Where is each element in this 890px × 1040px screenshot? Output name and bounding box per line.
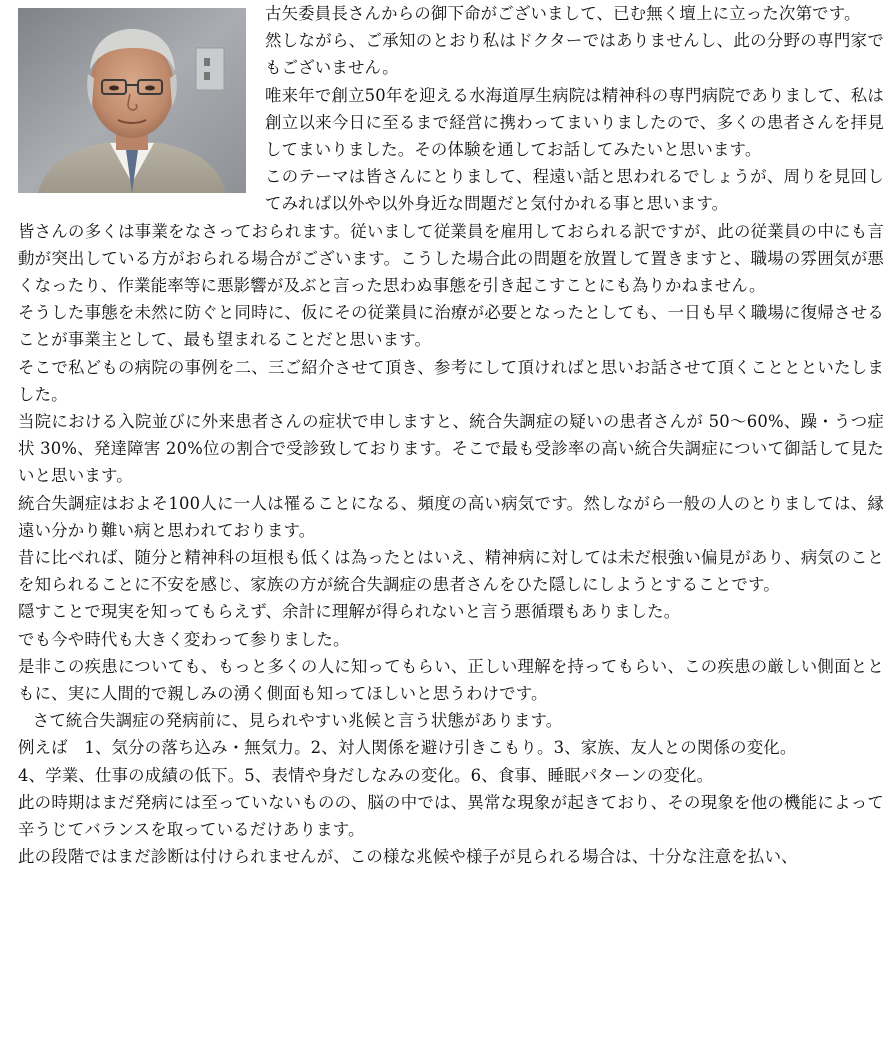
paragraph-13: 是非この疾患についても、もっと多くの人に知ってもらい、正しい理解を持ってもらい、この疾患の厳しい側面とともに、実に人間的で親しみの湧く側面も知ってほしいと思うわけです。	[18, 656, 884, 704]
paragraph-3: 唯来年で創立50年を迎える水海道厚生病院は精神科の専門病院でありまして、私は創立以来今日に至るまで経営に携わってまいりましたので、多くの患者さんを拝見してまいりました。その体験を通してお話してみたいと思います。	[265, 85, 884, 160]
paragraph-12: でも今や時代も大きく変わって参りました。	[18, 629, 350, 649]
paragraph-15: 例えば 1、気分の落ち込み・無気力。2、対人関係を避け引きこもり。3、家族、友人との関係の変化。	[18, 738, 797, 758]
paragraph-9: 統合失調症はおよそ100人に一人は罹ることになる、頻度の高い病気です。然しながら一般の人のとりましては、縁遠い分かり難い病と思われております。	[18, 493, 884, 540]
paragraph-4: このテーマは皆さんにとりまして、程遠い話と思われるでしょうが、周りを見回してみれば以外や以外身近な問題だと気付かれる事と思います。	[265, 167, 884, 214]
paragraph-16: 4、学業、仕事の成績の低下。5、表情や身だしなみの変化。6、食事、睡眠パターンの変化。	[18, 765, 714, 785]
paragraph-7: そこで私どもの病院の事例を二、三ご紹介させて頂き、参考にして頂ければと思いお話させて頂くこととといたしました。	[18, 357, 884, 404]
paragraph-14: さて統合失調症の発病前に、見られやすい兆候と言う状態があります。	[32, 711, 563, 731]
paragraph-17: 此の時期はまだ発病には至っていないものの、脳の中では、異常な現象が起きており、その現象を他の機能によって辛うじてバランスを取っているだけあります。	[18, 792, 884, 840]
paragraph-6: そうした事態を未然に防ぐと同時に、仮にその従業員に治療が必要となったとしても、一日も早く職場に復帰させることが事業主として、最も望まれることだと思います。	[18, 303, 884, 350]
paragraph-5: 皆さんの多くは事業をなさっておられます。従いまして従業員を雇用しておられる訳ですが、此の従業員の中にも言動が突出している方がおられる場合がございます。こうした場合此の問題を放置して置きますと、職場の雰囲気が悪くなったり、作業能率等に悪影響が及ぶと言った思わぬ事態を引き起こすことにも為りかねません。	[18, 221, 884, 296]
paragraph-8: 当院における入院並びに外来患者さんの症状で申しますと、統合失調症の疑いの患者さんが 50～60%、躁・うつ症状 30%、発達障害 20%位の割合で受診致しております。そこで最も受診率の高い統合失調症について御話して見たいと思います。	[18, 412, 884, 486]
paragraph-10: 昔に比べれば、随分と精神科の垣根も低くは為ったとはいえ、精神病に対しては未だ根強い偏見があり、病気のことを知られることに不安を感じ、家族の方が統合失調症の患者さんをひた隠しにしようとすることです。	[18, 548, 884, 595]
article-body	[18, 0, 884, 871]
paragraph-2: 然しながら、ご承知のとおり私はドクターではありませんし、此の分野の専門家でもございません。	[265, 31, 884, 78]
person-portrait-icon	[18, 8, 246, 193]
paragraph-11: 隠すことで現実を知ってもらえず、余計に理解が得られないと言う悪循環もありました。	[18, 602, 681, 622]
portrait-photo	[18, 8, 246, 193]
paragraph-1: 古矢委員長さんからの御下命がございまして、已む無く壇上に立った次第です。	[265, 4, 861, 23]
paragraph-18: 此の段階ではまだ診断は付けられませんが、この様な兆候や様子が見られる場合は、十分な注意を払い、	[18, 847, 798, 867]
